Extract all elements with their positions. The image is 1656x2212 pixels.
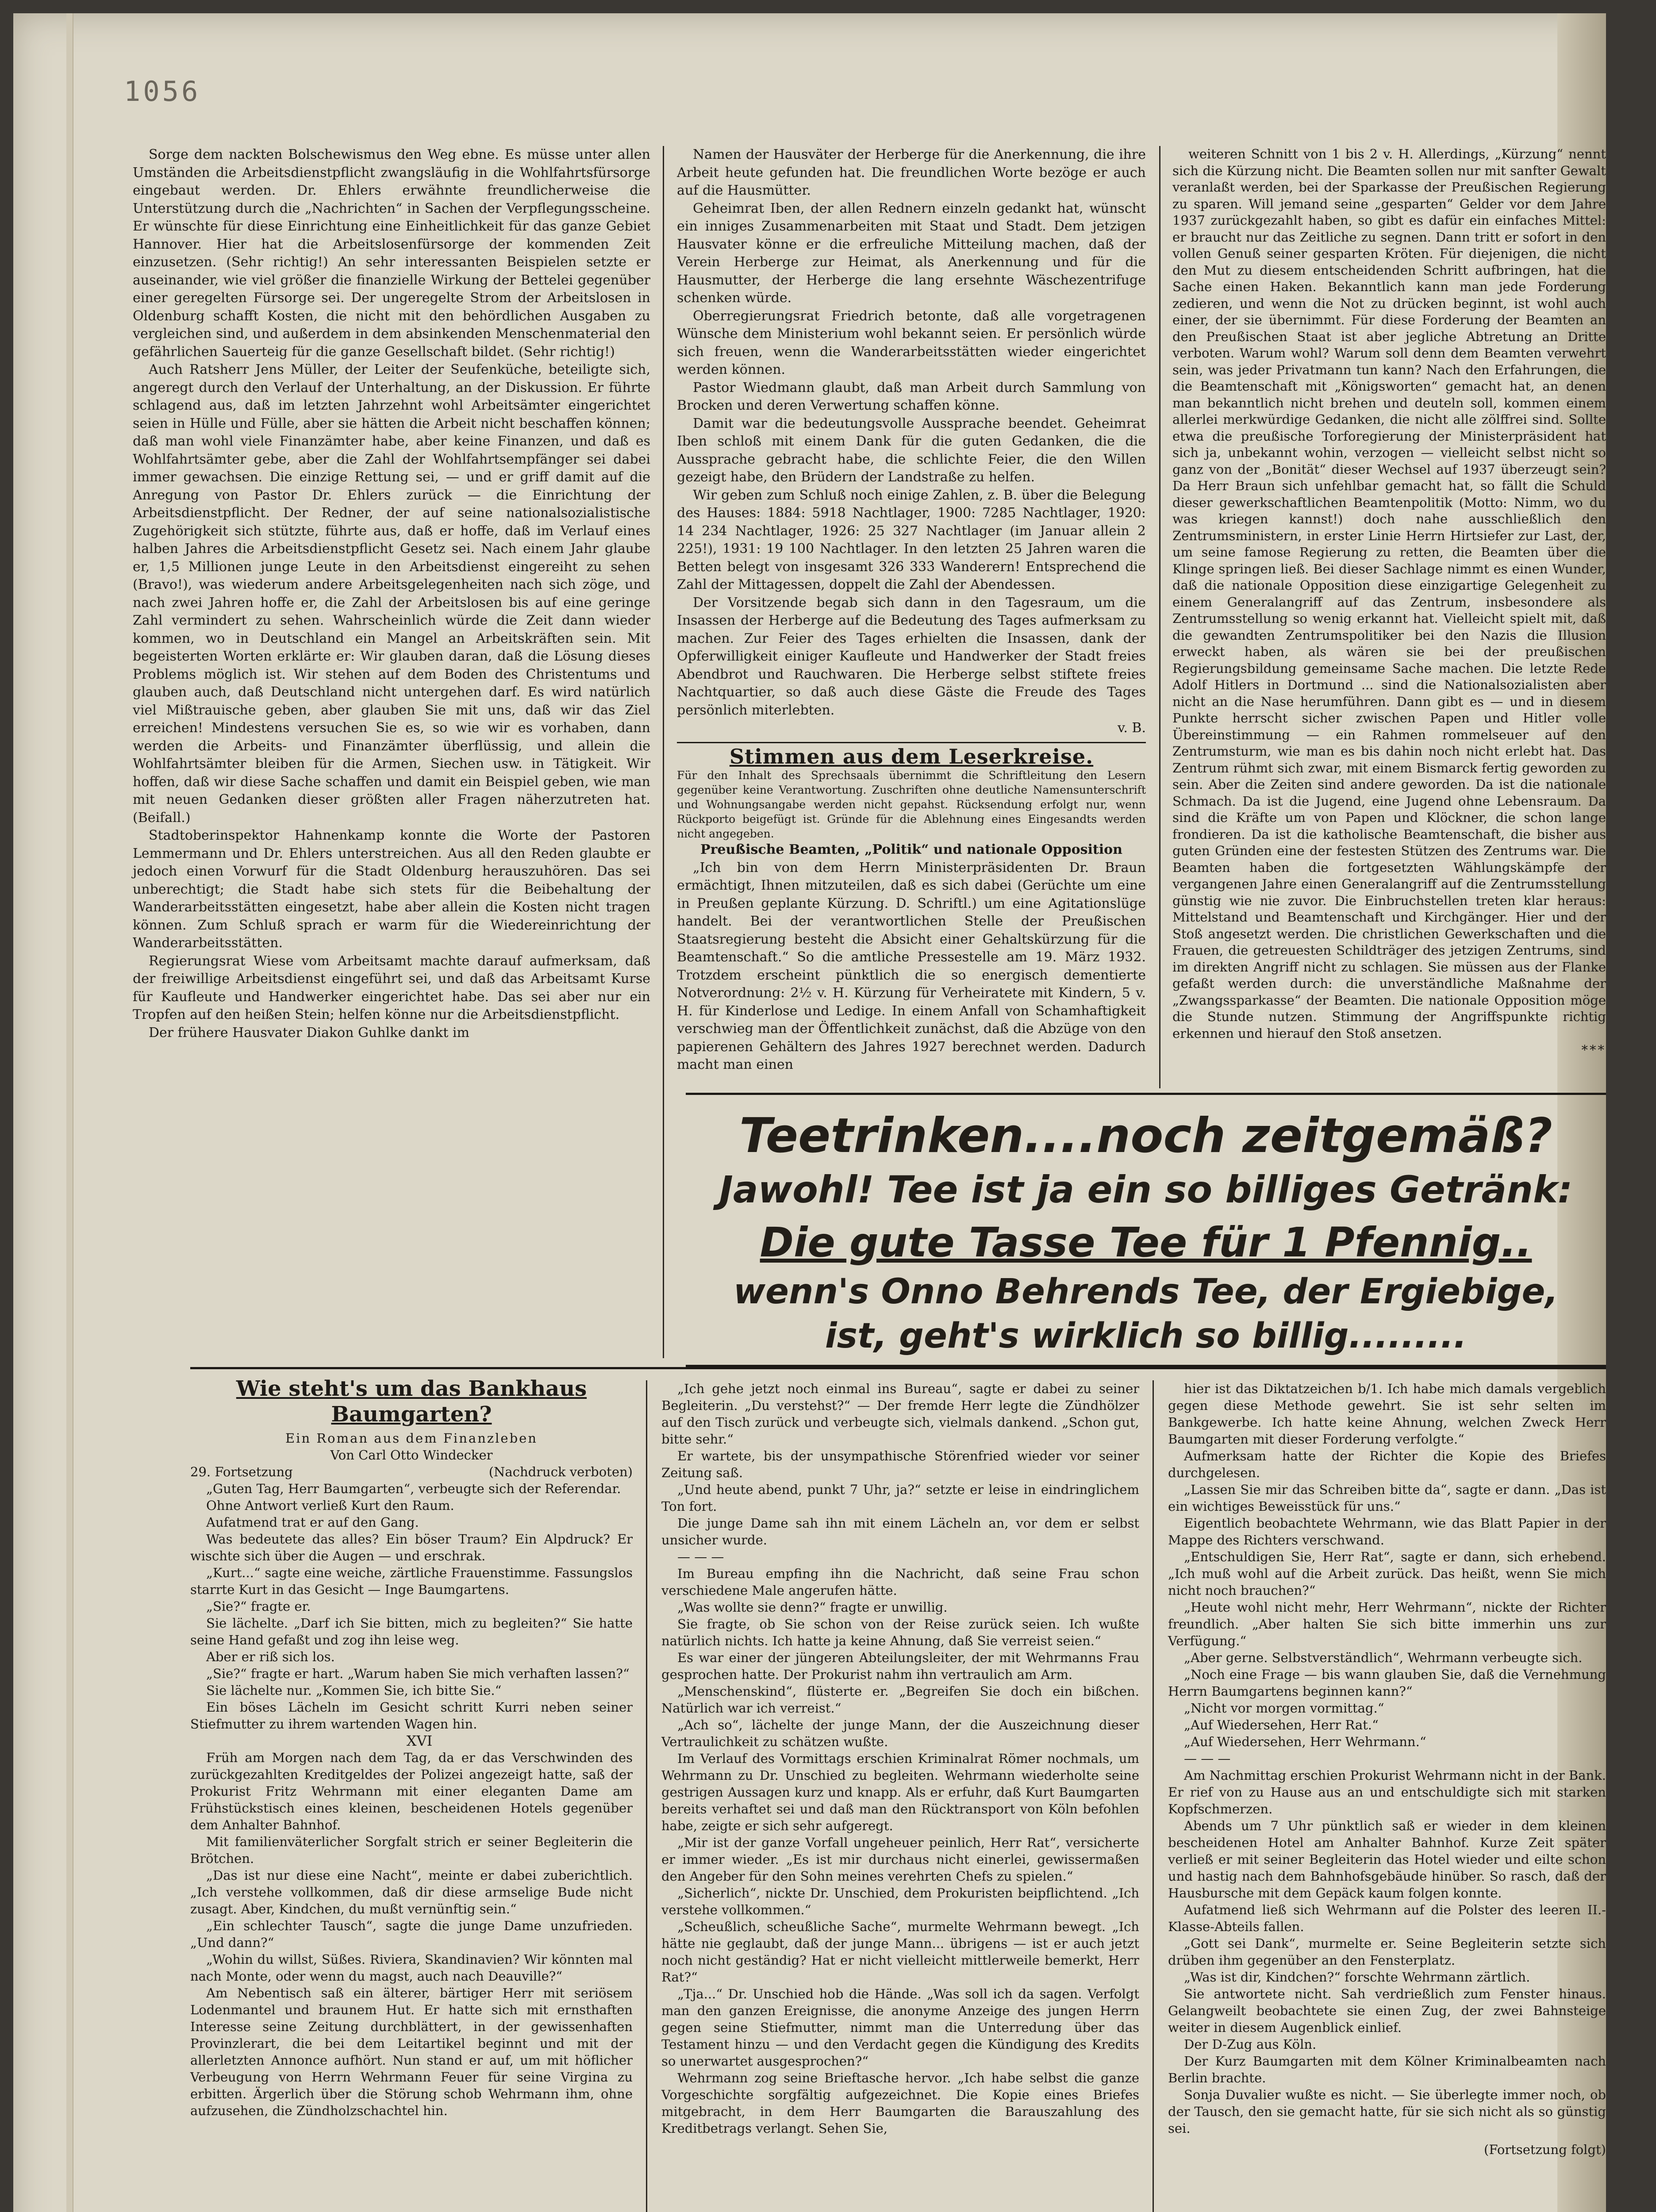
story-paragraph: „Auf Wiedersehen, Herr Wehrmann.“ <box>1184 1734 1426 1749</box>
article-paragraph: Oberregierungsrat Friedrich betonte, daß alle vorgetragenen Wünsche dem Ministerium wohl bekannt seien. Er persönlich würde sich freuen, wenn die Wanderarbeitsstätten wieder eingerichtet werden können. <box>677 308 1146 377</box>
article-paragraph: Wir geben zum Schluß noch einige Zahlen, z. B. über die Belegung des Hauses: 1884: 5918 Nachtlager, 1900: 7285 Nachtlager, 1920: 14 234 Nachtlager, 1926: 25 327 Nachtlager (im Januar allein 2 225!), 1931: 19 100 Nachtlager. In den letzten 25 Jahren waren die Betten belegt von insgesamt 326 333 Wanderern! Entsprechend die Zahl der Mittagessen, doppelt die Zahl der Abendessen. <box>677 487 1146 592</box>
article-paragraph: Sorge dem nackten Bolschewismus den Weg ebne. Es müsse unter allen Umständen die Arbeitsdienstpflicht zwangsläufig in die Wohlfahrtsfürsorge eingebaut werden. Dr. Ehlers erwähnte freundlicherweise die Unterstützung durch die „Nachrichten“ in Sachen der Verpflegungsscheine. Er wünschte für diese Einrichtung eine Einheitlichkeit für das ganze Gebiet Hannover. Hier hat die Arbeitslosenfürsorge der kommenden Zeit einzusetzen. (Sehr richtig!) An sehr interessanten Beispielen setzte er auseinander, wie viel größer die finanzielle Wirkung der Bettelei gegenüber einer geregelten Fürsorge sei. Der ungeregelte Strom der Arbeitslosen in Oldenburg schafft Kosten, die nicht mit den behördlichen Ausgaben zu vergleichen sind, und außerdem in dem absinkenden Menschenmaterial den gefährlichen Sauerteig für die ganze Gesellschaft bildet. (Sehr richtig!) <box>133 147 650 360</box>
story-paragraph: „Ein schlechter Tausch“, sagte die junge Dame unzufrieden. „Und dann?“ <box>190 1918 633 1950</box>
story-paragraph: „Mir ist der ganze Vorfall ungeheuer peinlich, Herr Rat“, versicherte er immer wieder. „Es ist mir durchaus nicht einerlei, gewissermaßen den Angeber für den Sohn meines verehrten Chefs zu spielen.“ <box>661 1835 1139 1884</box>
article-paragraph: Damit war die bedeutungsvolle Aussprache beendet. Geheimrat Iben schloß mit einem Dank für die guten Gedanken, die die Aussprache gebracht habe, die schlichte Feier, die den Willen gezeigt habe, den Brüdern der Landstraße zu helfen. <box>677 415 1146 485</box>
story-paragraph: Sie antwortete nicht. Sah verdrießlich zum Fenster hinaus. Gelangweilt beobachtete sie einen Zug, der zwei Bahnsteige weiter in diesem Augenblick einlief. <box>1168 1986 1606 2035</box>
story-paragraph: „Ich gehe jetzt noch einmal ins Bureau“, sagte er dabei zu seiner Begleiterin. „Du verstehst?“ — Der fremde Herr legte die Zündhölzer auf den Tisch zurück und verbeugte sich, vielmals dankend. „Schon gut, bitte sehr.“ <box>661 1381 1139 1447</box>
column-divider <box>663 146 664 1358</box>
section-divider <box>677 742 1146 743</box>
story-paragraph: „Das ist nur diese eine Nacht“, meinte er dabei zuberichtlich. „Ich verstehe vollkommen, daß dir diese armselige Bude nicht zusagt. Aber, Kindchen, du mußt vernünftig sein.“ <box>190 1868 633 1916</box>
letters-heading: Stimmen aus dem Leserkreise. <box>729 744 1094 768</box>
story-paragraph: Früh am Morgen nach dem Tag, da er das Verschwinden des zurückgezahlten Kreditgeldes der Polizei angezeigt hatte, saß der Prokurist Fritz Wehrmann mit einer eleganten Dame am Frühstückstisch eines kleinen, bescheidenen Hotels gegenüber dem Anhalter Bahnhof. <box>190 1750 633 1832</box>
story-paragraph: Mit familienväterlicher Sorgfalt strich er seiner Begleiterin die Brötchen. <box>190 1834 633 1866</box>
chapter-number: XVI <box>406 1732 433 1749</box>
story-paragraph: „Aber gerne. Selbstverständlich“, Wehrmann verbeugte sich. <box>1184 1650 1583 1665</box>
article-paragraph: Der frühere Hausvater Diakon Guhlke dankt im <box>149 1025 469 1041</box>
letters-subheading: Preußische Beamten, „Politik“ und nationale Opposition <box>700 842 1122 857</box>
story-paragraph: Aufmerksam hatte der Richter die Kopie des Briefes durchgelesen. <box>1168 1448 1606 1480</box>
story-paragraph: Wehrmann zog seine Brieftasche hervor. „Ich habe selbst die ganze Vorgeschichte sorgfältig aufgezeichnet. Die Kopie eines Briefes mitgebracht, in dem Herr Baumgarten die Barauszahlung des Kreditbetrags verlangt. Sehen Sie, <box>661 2070 1139 2136</box>
page-number: 1056 <box>124 75 201 108</box>
story-paragraph: Ein böses Lächeln im Gesicht schritt Kurri neben seiner Stiefmutter zu ihrem wartenden Wagen hin. <box>190 1700 633 1732</box>
story-paragraph: „Lassen Sie mir das Schreiben bitte da“, sagte er dann. „Das ist ein wichtiges Beweisstück für uns.“ <box>1168 1482 1606 1514</box>
serial-column-b <box>661 1380 1139 2137</box>
article-paragraph: Auch Ratsherr Jens Müller, der Leiter der Seufenküche, beteiligte sich, angeregt durch den Verlauf der Unterhaltung, an der Diskussion. Er führte schlagend aus, daß im letzten Jahrzehnt wohl Arbeitsämter eingerichtet seien in Hülle und Fülle, aber sie hätten die Arbeit nicht beschaffen können; daß man wohl viele Finanzämter habe, aber keine Finanzen, und daß es Wohlfahrtsämter gebe, aber die Zahl der Wohlfahrtsempfänger sei dabei immer gewachsen. Die einzige Rettung sei, — und er griff damit auf die Anregung von Pastor Dr. Ehlers zurück — die Einrichtung der Arbeitsdienstpflicht. Der Redner, der auf seine nationalsozialistische Zugehörigkeit sich stützte, führte aus, daß er hoffe, daß im Verlauf eines halben Jahres die Arbeitsdienstpflicht Gesetz sei. Nach einem Jahr glaube er, 1,5 Millionen junge Leute in den Arbeitsdienst eingereiht zu sehen (Bravo!), was wiederum andere Arbeitsgelegenheiten nach sich zöge, und nach zwei Jahren hoffe er, die Zahl der Arbeitslosen bis auf eine geringe Zahl vermindert zu sehen. Wahrscheinlich würde die Zeit dann wieder kommen, wo in Deutschland ein Mangel an Arbeitskräften sein. Mit begeisterten Worten erklärte er: Wir glauben daran, daß die Lösung dieses Problems möglich ist. Wir stehen auf dem Boden des Christentums und glauben auch, daß Deutschland nicht untergehen darf. Es wird natürlich viel Mißtrauische geben, aber glauben Sie mit uns, daß wir das Ziel erreichen! Mindestens versuchen Sie es, so wie wir es vorhaben, dann werden die Arbeits- und Finanzämter überflüssig, und allein die Wohlfahrtsämter bleiben für die Armen, Siechen usw. in Tätigkeit. Wir hoffen, daß wir diese Sache schaffen und damit ein Beispiel geben, wie man mit neuen Gedanken dieser größten aller Fragen näherzutreten hat. (Beifall.) <box>133 362 650 826</box>
story-paragraph: Im Bureau empfing ihn die Nachricht, daß seine Frau schon verschiedene Male angerufen hätte. <box>661 1566 1139 1598</box>
story-paragraph: Der D-Zug aus Köln. <box>1184 2037 1317 2052</box>
article-paragraph: Namen der Hausväter der Herberge für die Anerkennung, die ihre Arbeit heute gefunden hat. Die freundlichen Worte bezöge er auch auf die Hausmütter. <box>677 147 1146 198</box>
serial-column-a <box>190 1376 633 2119</box>
serial-column-c <box>1168 1380 1606 2158</box>
column-1 <box>133 146 650 1042</box>
story-paragraph: Es war einer der jüngeren Abteilungsleiter, der mit Wehrmanns Frau gesprochen hatte. Der Prokurist nahm ihn vertraulich am Arm. <box>661 1650 1139 1682</box>
story-paragraph: Die junge Dame sah ihn mit einem Lächeln an, vor dem er selbst unsicher wurde. <box>661 1516 1139 1548</box>
story-paragraph: „Tja...“ Dr. Unschied hob die Hände. „Was soll ich da sagen. Verfolgt man den ganzen Ereignisse, die anonyme Anzeige des jungen Herrn gegen seine Stiefmutter, nimmt man die Unterredung über das Testament hinzu — und den Verdacht gegen die Kündigung des Kredits so unerwartet ausgesprochen?“ <box>661 1986 1139 2069</box>
column-3 <box>1172 146 1606 1059</box>
story-paragraph: „Sie?“ fragte er. <box>206 1599 311 1614</box>
binding-spine <box>66 13 73 2212</box>
story-paragraph: Sonja Duvalier wußte es nicht. — Sie überlegte immer noch, ob der Tausch, den sie gemacht hatte, für sie sich nicht als so günstig sei. <box>1168 2087 1606 2136</box>
story-paragraph: — — — <box>677 1549 724 1564</box>
story-paragraph: „Auf Wiedersehen, Herr Rat.“ <box>1184 1717 1379 1732</box>
story-subtitle: Ein Roman aus dem Finanzleben <box>285 1431 538 1446</box>
article-paragraph: Der Vorsitzende begab sich dann in den Tagesraum, um die Insassen der Herberge auf die Bedeutung des Tages aufmerksam zu machen. Zur Feier des Tages erhielten die Insassen, dank der Opferwilligkeit einiger Kaufleute und Handwerker der Stadt freies Abendbrot und Rauchwaren. Die Herberge selbst stiftete freies Nachtquartier, so daß auch diese Gäste die Freude des Tages persönlich miterlebten. <box>677 595 1146 718</box>
column-divider <box>1153 1380 1154 2212</box>
story-paragraph: Im Verlauf des Vormittags erschien Kriminalrat Römer nochmals, um Wehrmann zu Dr. Unschied zu begleiten. Wehrmann wiederholte seine gestrigen Aussagen kurz und knapp. Als er erfuhr, daß Kurt Baumgarten bereits verhaftet sei und daß man den Rücktransport von Köln befohlen habe, zeigte er sich sehr aufgeregt. <box>661 1751 1139 1833</box>
article-paragraph: Geheimrat Iben, der allen Rednern einzeln gedankt hat, wünscht ein inniges Zusammenarbeiten mit Staat und Stadt. Dem jetzigen Hausvater könne er die erfreuliche Mitteilung machen, daß der Verein Herberge zur Heimat, als Anerkennung und für die Hausmutter, der Herberge die lang ersehnte Wäschezentrifuge schenken würde. <box>677 200 1146 306</box>
end-stars: *** <box>1581 1042 1606 1057</box>
story-paragraph: „Was wollte sie denn?“ fragte er unwillig. <box>677 1600 948 1615</box>
story-paragraph: Der Kurz Baumgarten mit dem Kölner Kriminalbeamten nach Berlin brachte. <box>1168 2054 1606 2085</box>
story-paragraph: „Und heute abend, punkt 7 Uhr, ja?“ setzte er leise in eindringlichem Ton fort. <box>661 1482 1139 1514</box>
story-paragraph: Abends um 7 Uhr pünktlich saß er wieder in dem kleinen bescheidenen Hotel am Anhalter Bahnhof. Kurze Zeit später verließ er mit seiner Begleiterin das Hotel wieder und eilte schon und hastig nach dem Bahnhofsgebäude hinüber. So rasch, daß der Hausbursche mit dem Gepäck kaum folgen konnte. <box>1168 1818 1606 1901</box>
ad-line-2: Jawohl! Tee ist ja ein so billiges Getränk: <box>719 1168 1573 1211</box>
story-paragraph: „Wohin du willst, Süßes. Riviera, Skandinavien? Wir könnten mal nach Monte, oder wenn du magst, auch nach Deauville?“ <box>190 1952 633 1984</box>
ad-line-1: Teetrinken....noch zeitgemäß? <box>739 1108 1552 1164</box>
column-divider <box>646 1380 647 2212</box>
story-paragraph: „Menschenskind“, flüsterte er. „Begreifen Sie doch ein bißchen. Natürlich war ich verreist.“ <box>661 1684 1139 1716</box>
letter-paragraph: weiteren Schnitt von 1 bis 2 v. H. Allerdings, „Kürzung“ nennt sich die Kürzung nicht. Die Beamten sollen nur mit sanfter Gewalt veranlaßt werden, bei der Sparkasse der Preußischen Regierung zu sparen. Will jemand seine „gesparten“ Gelder vor dem Jahre 1937 zurückgezahlt haben, so gibt es dafür ein einfaches Mittel: er braucht nur das Zeitliche zu segnen. Dann tritt er sofort in den vollen Genuß seiner gesparten Kröten. Für diejenigen, die nicht den Mut zu diesem entscheidenden Schritt aufbringen, hat die Sache einen Haken. Bekanntlich kann man jede Forderung zedieren, und wenn die Not zu drücken beginnt, ist wohl auch einer, der sie übernimmt. Für diese Forderung der Beamten an den Preußischen Staat ist aber jegliche Abtretung an Dritte verboten. Warum wohl? Warum soll denn dem Beamten verwehrt sein, was jeder Privatmann tun kann? Nach den Erfahrungen, die die Beamtenschaft mit „Königsworten“ gemacht hat, an denen man bekanntlich nicht brehen und deuteln soll, kommen einem allerlei merkwürdige Gedanken, die nicht alle zölffrei sind. Sollte etwa die preußische Torforegierung der Ministerpräsident hat sich ja, unbekannt wohin, verzogen — vielleicht selbst nicht so ganz von der „Bonität“ dieser Wechsel auf 1937 überzeugt sein? Da Herr Braun sich unfehlbar gemacht hat, so fällt die Schuld dieser gewerkschaftlichen Beamtenpolitik (Motto: Nimm, wo du was kriegen kannst!) doch nahe ausschließlich den Zentrumsministern, in erster Linie Herrn Hirtsiefer zur Last, der, um seine famose Regierung zu retten, die Beamten über die Klinge springen ließ. Bei dieser Sachlage nimmt es einen Wunder, daß die nationale Opposition diese einzigartige Gelegenheit zu einem Generalangriff auf das Zentrum, insbesondere als Zentrumsstellung so wenig erkannt hat. Vielleicht spielt mit, daß die gewandten Zentrumspolitiker bei den Nazis die Illusion erweckt haben, als wären sie bei der preußischen Regierungsbildung gemeinsame Sache machen. Die letzte Rede Adolf Hitlers in Dortmund ... sind die Nationalsozialisten aber nicht an die Nase herumführen. Dann gibt es — und in diesem Punkte herrscht sicher zwischen Papen und Hitler volle Übereinstimmung — ein Rahmen rommelseuer auf den Zentrumsturm, wie man es bis dahin noch nicht erlebt hat. Das Zentrum rühmt sich zwar, mit einem Bismarck fertig geworden zu sein. Aber die Zeiten sind andere geworden. Da ist die nationale Schmach. Da ist die Jugend, eine Jugend ohne Lebensraum. Da sind die Kräfte um von Papen und Klöckner, die schon lange frondieren. Da ist die katholische Beamtenschaft, die bisher aus guten Gründen eine der festesten Stützen des Zentrums war. Die Beamten haben die fortgesetzten Wählungskämpfe der vergangenen Jahre einen Generalangriff auf die Zentrumsstellung günstig wie nie zuvor. Die Einbruchstellen treten klar heraus: Mittelstand und Beamtenschaft und Kirchgänger. Hier und der Stoß angesetzt werden. Die christlichen Gewerkschaften und die Frauen, die getreuesten Schildträger des jetzigen Zentrums, sind im direkten Angriff nicht zu schlagen. Sie müssen aus der Flanke gefaßt werden durch: die unverständliche Maßnahme der „Zwangssparkasse“ der Beamten. Die nationale Opposition möge die Stunde nutzen. Stimmung der Angriffspunkte richtig erkennen und hierauf den Stoß ansetzen. <box>1172 146 1606 1041</box>
continued-note: (Fortsetzung folgt) <box>1484 2142 1606 2157</box>
story-paragraph: „Kurt...“ sagte eine weiche, zärtliche Frauenstimme. Fassungslos starrte Kurt in das Gesicht — Inge Baumgartens. <box>190 1565 633 1597</box>
tea-advertisement <box>686 1093 1606 1367</box>
story-paragraph: „Ach so“, lächelte der junge Mann, der die Auszeichnung dieser Vertraulichkeit zu schätzen wußte. <box>661 1717 1139 1749</box>
serial-top-rule <box>190 1367 1606 1369</box>
story-paragraph: Ohne Antwort verließ Kurt den Raum. <box>206 1498 454 1513</box>
newspaper-page <box>13 13 1606 2212</box>
story-author: Von Carl Otto Windecker <box>330 1448 493 1463</box>
ad-line-4: wenn's Onno Behrends Tee, der Ergiebige, <box>733 1272 1559 1312</box>
story-paragraph: Am Nebentisch saß ein älterer, bärtiger Herr mit seriösem Lodenmantel und braunem Hut. Er hatte sich mit ernsthaften Interesse seine Zeitung durchblättert, in der gewissenhaften Provinzlerart, die bei dem Leitartikel beginnt und mit der allerletzten Annonce aufhört. Nun stand er auf, um mit höflicher Verbeugung von Herrn Wehrmann Feuer für seine Virgina zu erbitten. Ärgerlich über die Störung schob Wehrmann ihm, ohne aufzusehen, die Zündholzschachtel hin. <box>190 1985 633 2118</box>
story-paragraph: Aufatmend ließ sich Wehrmann auf die Polster des leeren II.-Klasse-Abteils fallen. <box>1168 1902 1606 1934</box>
story-title: Wie steht's um das Bankhaus Baumgarten? <box>236 1376 587 1427</box>
article-paragraph: Regierungsrat Wiese vom Arbeitsamt machte darauf aufmerksam, daß der freiwillige Arbeitsdienst eingeführt sei, und daß das Arbeitsamt Kurse für Kaufleute und Handwerker eingerichtet habe. Das sei aber nur ein Tropfen auf den heißen Stein; helfen könne nur die Arbeitsdienstpflicht. <box>133 953 650 1022</box>
story-paragraph: „Guten Tag, Herr Baumgarten“, verbeugte sich der Referendar. <box>206 1481 621 1496</box>
story-paragraph: „Sie?“ fragte er hart. „Warum haben Sie mich verhaften lassen?“ <box>206 1666 630 1681</box>
article-paragraph: Pastor Wiedmann glaubt, daß man Arbeit durch Sammlung von Brocken und deren Verwertung schaffen könne. <box>677 380 1146 413</box>
letters-body: „Ich bin von dem Herrn Ministerpräsidenten Dr. Braun ermächtigt, Ihnen mitzuteilen, daß es sich dabei (Gerüchte um eine in Preußen geplante Kürzung. D. Schriftl.) um eine Agitationslüge handelt. Bei der verantwortlichen Stelle der Preußischen Staatsregierung besteht die Absicht einer Gehaltskürzung für die Beamtenschaft.“ So die amtliche Pressestelle am 19. März 1932. Trotzdem erscheint pünktlich die so energisch dementierte Notverordnung: 2½ v. H. Kürzung für Verheiratete mit Kindern, 5 v. H. für Kinderlose und Ledige. In einem Anfall von Schamhaftigkeit verschwieg man der Öffentlichkeit zunächst, daß die Abzüge von den papierenen Gehältern des Jahres 1927 berechnet werden. Dadurch macht man einen <box>677 860 1146 1072</box>
ad-line-3: Die gute Tasse Tee für 1 Pfennig.. <box>760 1219 1532 1266</box>
story-paragraph: — — — <box>1184 1751 1231 1766</box>
story-paragraph: „Was ist dir, Kindchen?“ forschte Wehrmann zärtlich. <box>1184 1970 1530 1985</box>
story-paragraph: Am Nachmittag erschien Prokurist Wehrmann nicht in der Bank. Er rief von zu Hause aus an und entschuldigte sich mit starken Kopfschmerzen. <box>1168 1768 1606 1816</box>
story-paragraph: „Gott sei Dank“, murmelte er. Seine Begleiterin setzte sich drüben ihm gegenüber an den Fensterplatz. <box>1168 1936 1606 1968</box>
story-paragraph: „Noch eine Frage — bis wann glauben Sie, daß die Vernehmung Herrn Baumgartens beginnen kann?“ <box>1168 1667 1606 1699</box>
story-paragraph: hier ist das Diktatzeichen b/1. Ich habe mich damals vergeblich gegen diese Methode gewehrt. Sie ist sehr selten im Bankgewerbe. Ich hatte keine Ahnung, welchen Zweck Herr Baumgarten mit dieser Forderung verfolgte.“ <box>1168 1381 1606 1447</box>
column-2 <box>677 146 1146 1074</box>
story-paragraph: Er wartete, bis der unsympathische Störenfried wieder vor seiner Zeitung saß. <box>661 1448 1139 1480</box>
story-paragraph: Aufatmend trat er auf den Gang. <box>206 1515 419 1530</box>
story-paragraph: Sie fragte, ob Sie schon von der Reise zurück seien. Ich wußte natürlich nichts. Ich hatte ja keine Ahnung, daß Sie verreist seien.“ <box>661 1617 1139 1648</box>
article-paragraph: Stadtoberinspektor Hahnenkamp konnte die Worte der Pastoren Lemmermann und Dr. Ehlers unterstreichen. Aus all den Reden glaubte er jedoch einen Vorwurf für die Stadt Oldenburg herauszuhören. Das sei unberechtigt; die Stadt habe sich stets für die Beibehaltung der Wanderarbeitsstätten eingesetzt, habe aber allein die Kosten nicht tragen können. Zum Schluß sprach er warm für die Wiedereinrichtung der Wanderarbeitsstätten. <box>133 828 650 951</box>
article-signature: v. B. <box>1117 720 1146 736</box>
story-paragraph: Was bedeutete das alles? Ein böser Traum? Ein Alpdruck? Er wischte sich über die Augen — und erschrak. <box>190 1532 633 1563</box>
story-paragraph: „Sicherlich“, nickte Dr. Unschied, dem Prokuristen beipflichtend. „Ich verstehe vollkommen.“ <box>661 1886 1139 1917</box>
story-paragraph: „Entschuldigen Sie, Herr Rat“, sagte er dann, sich erhebend. „Ich muß wohl auf die Arbeit zurück. Das heißt, wenn Sie mich nicht noch brauchen?“ <box>1168 1549 1606 1598</box>
story-installment: 29. Fortsetzung (Nachdruck verboten) <box>190 1464 633 1479</box>
ad-line-5: ist, geht's wirklich so billig......... <box>825 1316 1467 1356</box>
story-paragraph: „Scheußlich, scheußliche Sache“, murmelte Wehrmann bewegt. „Ich hätte nie geglaubt, daß der junge Mann... übrigens — ist er auch jetzt noch nicht geständig? Hat er nicht vielleicht mittlerweile bemerkt, Herr Rat?“ <box>661 1919 1139 1985</box>
story-paragraph: „Heute wohl nicht mehr, Herr Wehrmann“, nickte der Richter freundlich. „Aber halten Sie sich bitte immerhin uns zur Verfügung.“ <box>1168 1600 1606 1648</box>
letters-disclaimer: Für den Inhalt des Sprechsaals übernimmt die Schriftleitung den Lesern gegenüber keine Verantwortung. Zuschriften ohne deutliche Namensunterschrift und Wohnungsangabe werden nicht gepahst. Rücksendung erfolgt nur, wenn Rückporto beigefügt ist. Gründe für die Ablehnung eines Eingesandts werden nicht angegeben. <box>677 769 1146 840</box>
story-paragraph: Sie lächelte nur. „Kommen Sie, ich bitte Sie.“ <box>206 1683 502 1698</box>
story-paragraph: Sie lächelte. „Darf ich Sie bitten, mich zu begleiten?“ Sie hatte seine Hand gefaßt und zog ihn leise weg. <box>190 1616 633 1647</box>
story-paragraph: Eigentlich beobachtete Wehrmann, wie das Blatt Papier in der Mappe des Richters verschwand. <box>1168 1516 1606 1548</box>
story-paragraph: Aber er riß sich los. <box>206 1649 335 1664</box>
column-divider <box>1159 146 1160 1088</box>
story-paragraph: „Nicht vor morgen vormittag.“ <box>1184 1701 1384 1716</box>
